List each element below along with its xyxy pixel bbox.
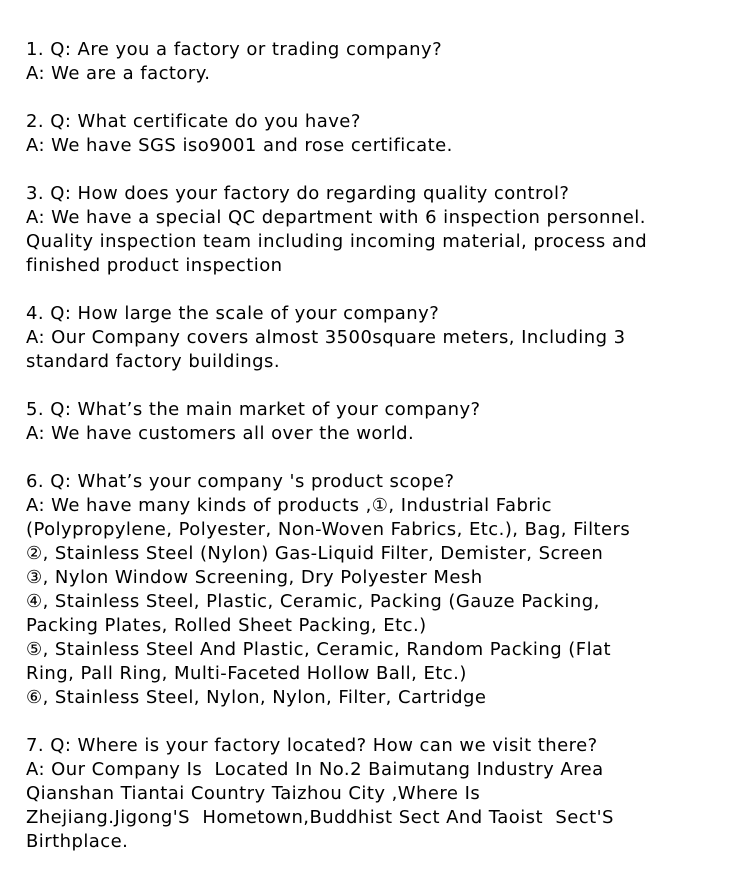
faq-answer: A: We are a factory. bbox=[26, 63, 211, 84]
faq-question: 2. Q: What certificate do you have? bbox=[26, 111, 361, 132]
faq-item-3 bbox=[26, 182, 746, 278]
faq-answer-continued: finished product inspection bbox=[26, 255, 283, 276]
faq-answer-continued: Qianshan Tiantai Country Taizhou City ,Where Is bbox=[26, 783, 481, 804]
faq-item-4 bbox=[26, 302, 746, 374]
faq-question: 6. Q: What’s your company 's product scope? bbox=[26, 471, 455, 492]
faq-item-2 bbox=[26, 110, 746, 158]
faq-answer: A: We have many kinds of products ,①, Industrial Fabric bbox=[26, 495, 552, 516]
faq-answer: A: We have a special QC department with 6 inspection personnel. bbox=[26, 207, 646, 228]
faq-question: 7. Q: Where is your factory located? How can we visit there? bbox=[26, 735, 598, 756]
faq-item-7 bbox=[26, 734, 746, 854]
faq-answer: A: Our Company covers almost 3500square meters, Including 3 bbox=[26, 327, 626, 348]
product-scope-item-4: ④, Stainless Steel, Plastic, Ceramic, Packing (Gauze Packing, bbox=[26, 591, 600, 612]
product-scope-item-2: ②, Stainless Steel (Nylon) Gas-Liquid Filter, Demister, Screen bbox=[26, 543, 604, 564]
faq-question: 3. Q: How does your factory do regarding quality control? bbox=[26, 183, 570, 204]
faq-answer-continued: Zhejiang.Jigong'S Hometown,Buddhist Sect And Taoist Sect'S bbox=[26, 807, 614, 828]
product-scope-item-4-continued: Packing Plates, Rolled Sheet Packing, Etc.) bbox=[26, 615, 427, 636]
faq-item-1 bbox=[26, 38, 746, 86]
faq-answer-continued: Quality inspection team including incoming material, process and bbox=[26, 231, 648, 252]
faq-answer-continued: (Polypropylene, Polyester, Non-Woven Fabrics, Etc.), Bag, Filters bbox=[26, 519, 631, 540]
faq-answer: A: We have SGS iso9001 and rose certificate. bbox=[26, 135, 453, 156]
faq-question: 4. Q: How large the scale of your company? bbox=[26, 303, 440, 324]
faq-question: 5. Q: What’s the main market of your company? bbox=[26, 399, 481, 420]
faq-answer: A: Our Company Is Located In No.2 Baimutang Industry Area bbox=[26, 759, 604, 780]
product-scope-item-6: ⑥, Stainless Steel, Nylon, Nylon, Filter, Cartridge bbox=[26, 687, 487, 708]
faq-question: 1. Q: Are you a factory or trading company? bbox=[26, 39, 443, 60]
faq-answer-continued: Birthplace. bbox=[26, 831, 129, 852]
faq-document bbox=[26, 38, 746, 878]
faq-item-6 bbox=[26, 470, 746, 710]
faq-answer: A: We have customers all over the world. bbox=[26, 423, 415, 444]
faq-item-5 bbox=[26, 398, 746, 446]
faq-answer-continued: standard factory buildings. bbox=[26, 351, 281, 372]
product-scope-item-3: ③, Nylon Window Screening, Dry Polyester Mesh bbox=[26, 567, 483, 588]
product-scope-item-5: ⑤, Stainless Steel And Plastic, Ceramic, Random Packing (Flat bbox=[26, 639, 612, 660]
product-scope-item-5-continued: Ring, Pall Ring, Multi-Faceted Hollow Ball, Etc.) bbox=[26, 663, 467, 684]
